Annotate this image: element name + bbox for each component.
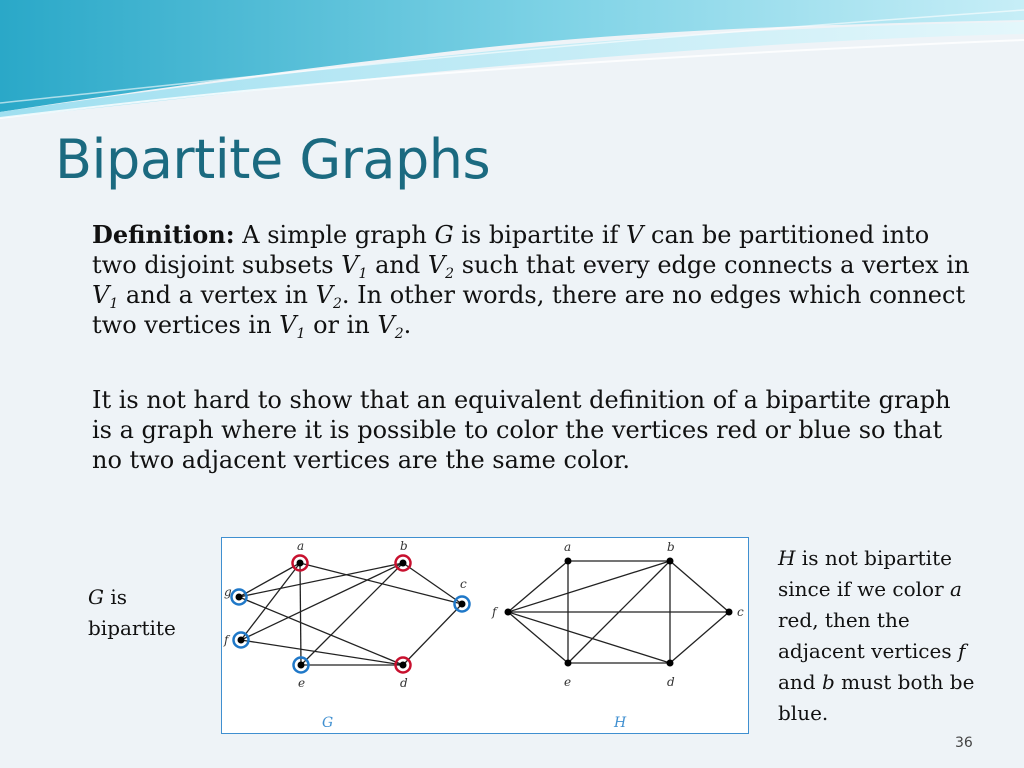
graph-g-vertex-a [297, 560, 304, 567]
graph-h-edge-b-f [508, 561, 670, 612]
graph-figure [221, 537, 749, 734]
graph-h-vertex-label-c: c [737, 605, 744, 619]
graph-h-vertex-d [667, 660, 674, 667]
graph-g-vertex-label-d: d [400, 676, 408, 690]
var-v2: V [315, 281, 333, 309]
definition-text: or in [305, 311, 378, 339]
graph-g-edge-f-b [241, 563, 403, 640]
subscript: 2 [445, 266, 455, 282]
var-v2: V [377, 311, 395, 339]
graph-g-vertex-c [459, 601, 466, 608]
graph-h-vertex-f [505, 609, 512, 616]
graph-h-vertex-label-a: a [564, 540, 572, 554]
graph-h-caption: H [614, 715, 627, 731]
graph-figure-svg [222, 538, 748, 733]
graph-g-vertex-label-b: b [400, 539, 408, 553]
graph-g-vertex-label-f: f [224, 633, 229, 647]
page-number: 36 [955, 735, 973, 751]
subscript: 2 [394, 326, 404, 342]
caption-text: red, then the adjacent vertices [778, 608, 958, 663]
graph-g-vertex-d [400, 662, 407, 669]
subscript: 1 [109, 296, 119, 312]
graph-h-edge-f-e [508, 612, 568, 663]
caption-text: is not bipartite since if we color [778, 546, 952, 601]
graph-h-vertices [491, 540, 744, 689]
graph-h-edge-d-c [670, 612, 729, 663]
graph-h-edges [508, 561, 729, 663]
definition-label: Definition: [92, 220, 235, 249]
definition-text: A simple graph [234, 221, 435, 249]
graph-h-vertex-label-d: d [667, 675, 675, 689]
graph-g-vertex-b [400, 560, 407, 567]
graph-g-edges [239, 563, 462, 665]
graph-g-vertex-label-g: g [224, 585, 232, 599]
graph-h-edge-f-d [508, 612, 670, 663]
subscript: 2 [332, 296, 342, 312]
graph-g-vertex-label-a: a [297, 539, 305, 553]
caption-text: and [778, 670, 822, 694]
var-v: V [626, 221, 644, 249]
graph-g-vertex-e [298, 662, 305, 669]
graph-g-vertex-label-e: e [298, 676, 306, 690]
equivalent-definition-paragraph: It is not hard to show that an equivalent definition of a bipartite graph is a graph where it is possible to color the vertices red or blue so that no two adjacent vertices are the same color. [92, 386, 951, 474]
graph-g-edge-a-g [239, 563, 300, 597]
h-not-bipartite-caption [778, 543, 993, 729]
caption-text: must both be blue. [778, 670, 975, 725]
definition-text: and [367, 251, 428, 279]
graph-h-vertex-e [565, 660, 572, 667]
var-v2: V [427, 251, 446, 279]
graph-h-vertex-c [726, 609, 733, 616]
graph-g-edge-b-c [403, 563, 462, 604]
graph-g-vertex-f [238, 637, 245, 644]
graph-g-edge-a-c [300, 563, 462, 604]
graph-h-vertex-label-f: f [492, 605, 497, 619]
subscript: 1 [358, 266, 368, 282]
caption-text: is [103, 585, 128, 609]
definition-paragraph [92, 220, 972, 340]
var-v1: V [341, 251, 359, 279]
graph-h-vertex-label-b: b [667, 540, 675, 554]
var-f: f [957, 639, 966, 663]
var-g: G [434, 221, 454, 249]
definition-text: . [403, 311, 412, 339]
graph-h-vertex-a [565, 558, 572, 565]
definition-text: can be partitioned into two disjoint subsets [92, 221, 930, 279]
graph-g-edge-c-d [403, 604, 462, 665]
graph-h-edge-a-f [508, 561, 568, 612]
graph-h-vertex-label-e: e [564, 675, 572, 689]
var-g: G [88, 585, 104, 609]
graph-g-edge-g-d [239, 597, 403, 665]
g-bipartite-caption [88, 582, 208, 644]
var-a: a [950, 577, 962, 601]
var-v1: V [279, 311, 297, 339]
var-b: b [821, 670, 835, 694]
var-v1: V [92, 281, 110, 309]
var-h: H [778, 546, 796, 570]
header-wave-decoration [0, 0, 1024, 130]
graph-h-vertex-b [667, 558, 674, 565]
definition-text: and a vertex in [118, 281, 316, 309]
definition-text: . In other words, there are no edges which connect two vertices in [92, 281, 966, 339]
slide-title: Bipartite Graphs [55, 128, 491, 191]
graph-g-caption: G [322, 715, 334, 731]
definition-text: such that every edge connects a vertex in [454, 251, 970, 279]
graph-g-vertex-g [236, 594, 243, 601]
graph-g-vertex-label-c: c [460, 577, 467, 591]
subscript: 1 [296, 326, 306, 342]
graph-h-edge-b-c [670, 561, 729, 612]
graph-g-edge-b-e [301, 563, 403, 665]
caption-text: bipartite [88, 616, 176, 640]
definition-text: is bipartite if [453, 221, 627, 249]
